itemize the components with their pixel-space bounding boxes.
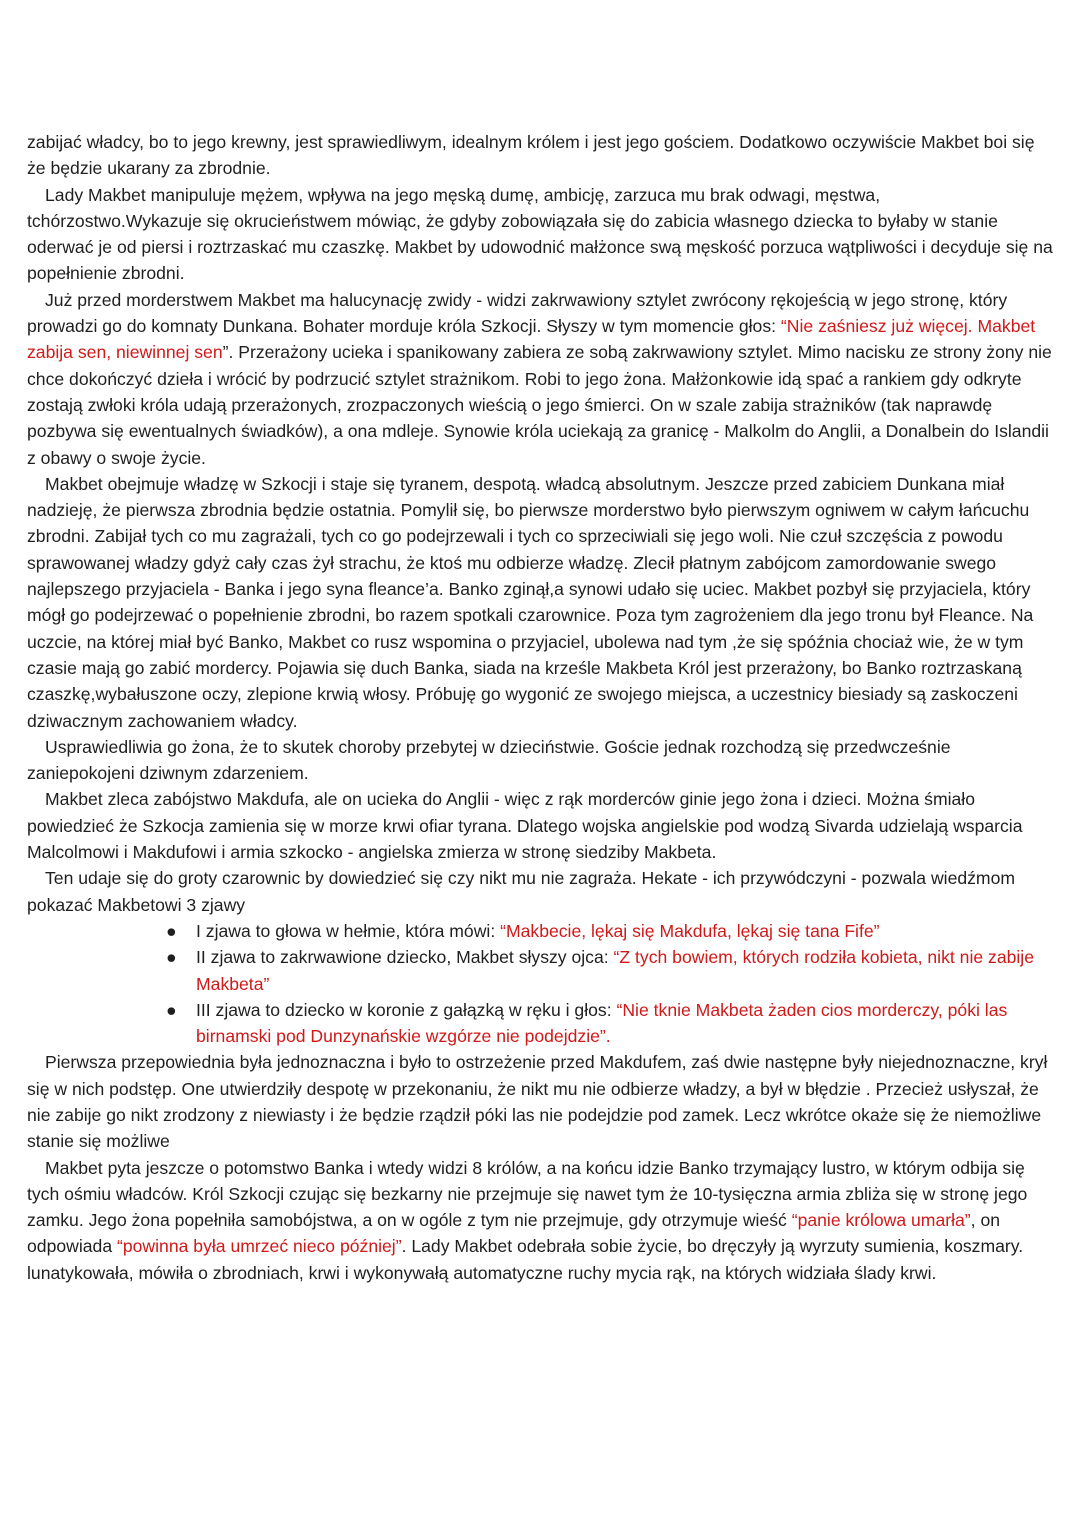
text-run: ”. Przerażony ucieka i spanikowany zabiera ze sobą zakrwawiony sztylet. Mimo nacisku ze strony żony nie chce dokończyć dzieła i wrócić by podrzucić sztylet strażnikom. Robi to jego żona. Małżonkowie idą spać a rankiem gdy odkryte zostają zwłoki króla udają przerażonych, zrozpaczonych wieścią o jego śmierci. On w szale zabija strażników (tak naprawdę pozbywa się ewentualnych świadków), a ona mdleje. Synowie króla uciekają za granicę - Malkolm do Anglii, a Donalbein do Islandii z obawy o swoje życie.: [27, 342, 1052, 468]
text-run: II zjawa to zakrwawione dziecko, Makbet słyszy ojca:: [196, 947, 614, 968]
paragraph: [27, 865, 1057, 918]
vision-list-item: [166, 997, 1057, 1050]
text-run: Lady Makbet manipuluje mężem, wpływa na jego męską dumę, ambicję, zarzuca mu brak odwagi, męstwa, tchórzostwo.Wykazuje się okrucieństwem mówiąc, że gdyby zobowiązała się do zabicia własnego dziecka to byłaby w stanie oderwać je od piersi i roztrzaskać mu czaszkę. Makbet by udowodnić małżonce swą męskość porzuca wątpliwości i decyduje się na popełnienie zbrodni.: [27, 184, 1053, 284]
quote-text: “Z tych bowiem, których rodziła kobieta, nikt nie zabije Makbeta”: [196, 947, 1035, 994]
text-run: Już przed morderstwem Makbet ma halucynację zwidy - widzi zakrwawiony sztylet zwrócony rękojeścią w jego stronę, który prowadzi go do komnaty Dunkana. Bohater morduje króla Szkocji. Słyszy w tym momencie głos:: [27, 289, 1008, 337]
vision-list-item: [166, 918, 1057, 944]
bullet-icon: ●: [166, 947, 177, 968]
body-text-before-list: [27, 129, 1057, 918]
visions-list: [27, 918, 1057, 1049]
body-text-after-list: [27, 1049, 1057, 1286]
paragraph: [27, 287, 1057, 471]
quote-text: “Nie tknie Makbeta żaden cios morderczy, póki las birnamski pod Dunzynańskie wzgórze nie podejdzie”.: [196, 999, 1008, 1047]
text-run: Makbet pyta jeszcze o potomstwo Banka i wtedy widzi 8 królów, a na końcu idzie Banko trzymający lustro, w którym odbija się tych ośmiu władców. Król Szkocji czując się bezkarny nie przejmuje się nawet tym że 10-tysięczna armia zbliża się w stronę jego zamku. Jego żona popełniła samobójstwa, a on w ogóle z tym nie przejmuje, gdy otrzymuje wieść: [27, 1157, 1028, 1231]
paragraph: [27, 182, 1057, 287]
quote-text: “powinna była umrzeć nieco później”: [117, 1236, 402, 1257]
paragraph: [27, 129, 1057, 182]
paragraph: [27, 734, 1057, 787]
paragraph: [27, 786, 1057, 865]
quote-text: “panie królowa umarła”: [791, 1210, 971, 1231]
text-run: Pierwsza przepowiednia była jednoznaczna i było to ostrzeżenie przed Makdufem, zaś dwie następne były niejednoznaczne, krył się w nich podstęp. One utwierdziły despotę w przekonaniu, że nikt mu nie odbierze władzy, a był w błędzie . Przecież usłyszał, że nie zabije go nikt zrodzony z niewiasty i że będzie rządził póki las nie podejdzie pod zamek. Lecz wkrótce okaże się że niemożliwe stanie się możliwe: [27, 1052, 1048, 1152]
bullet-icon: ●: [166, 920, 177, 941]
text-run: zabijać władcy, bo to jego krewny, jest sprawiedliwym, idealnym królem i jest jego gościem. Dodatkowo oczywiście Makbet boi się że będzie ukarany za zbrodnie.: [27, 132, 1035, 179]
paragraph: [27, 1049, 1057, 1154]
paragraph: [27, 1155, 1057, 1286]
quote-text: “Nie zaśniesz już więcej. Makbet zabija sen, niewinnej sen: [27, 316, 1036, 363]
text-run: Ten udaje się do groty czarownic by dowiedzieć się czy nikt mu nie zagraża. Hekate - ich przywódczyni - pozwala wiedźmom pokazać Makbetowi 3 zjawy: [27, 868, 1016, 915]
bullet-icon: ●: [166, 999, 177, 1020]
text-run: Makbet zleca zabójstwo Makdufa, ale on ucieka do Anglii - więc z rąk morderców ginie jego żona i dzieci. Można śmiało powiedzieć że Szkocja zamienia się w morze krwi ofiar tyrana. Dlatego wojska angielskie pod wodzą Sivarda udzielają wsparcia Malcolmowi i Makdufowi i armia szkocko - angielska zmierza w stronę siedziby Makbeta.: [27, 789, 1023, 863]
text-run: Makbet obejmuje władzę w Szkocji i staje się tyranem, despotą. władcą absolutnym. Jeszcze przed zabiciem Dunkana miał nadzieję, że pierwsza zbrodnia będzie ostatnia. Pomylił się, bo pierwsze morderstwo było pierwszym ogniwem w całym łańcuchu zbrodni. Zabijał tych co mu zagrażali, tych co go podejrzewali i tych co sprzeciwiali się jego woli. Nie czuł szczęścia z powodu sprawowanej władzy gdyż cały czas żył strachu, że ktoś mu odbierze władzę. Zlecił płatnym zabójcom zamordowanie swego najlepszego przyjaciela - Banka i jego syna fleance’a. Banko zginął,a synowi udało się uciec. Makbet pozbył się przyjaciela, który mógł go podejrzewać o popełnienie zbrodni, bo razem spotkali czarownice. Poza tym zagrożeniem dla jego tronu był Fleance. Na uczcie, na której miał być Banko, Makbet co rusz wspomina o przyjaciel, ubolewa nad tym ,że się spóźnia chociaż wie, że w tym czasie mają go zabić mordercy. Pojawia się duch Banka, siada na krześle Makbeta Król jest przerażony, bo Banko roztrzaskaną czaszkę,wybałuszone oczy, zlepione krwią włosy. Próbuję go wygonić ze swojego miejsca, a uczestnicy biesiady są zaskoczeni dziwacznym zachowaniem władcy.: [27, 473, 1034, 731]
paragraph: [27, 471, 1057, 734]
vision-list-item: [166, 944, 1057, 997]
quote-text: “Makbecie, lękaj się Makdufa, lękaj się tana Fife”: [500, 920, 880, 941]
text-run: , on odpowiada: [27, 1210, 1001, 1257]
text-run: I zjawa to głowa w hełmie, która mówi:: [196, 920, 501, 941]
text-run: Usprawiedliwia go żona, że to skutek choroby przebytej w dzieciństwie. Goście jednak rozchodzą się przedwcześnie zaniepokojeni dziwnym zdarzeniem.: [27, 736, 951, 784]
text-run: . Lady Makbet odebrała sobie życie, bo dręczyły ją wyrzuty sumienia, koszmary. lunatykowała, mówiła o zbrodniach, krwi i wykonywałą automatyczne ruchy mycia rąk, na których widziała ślady krwi.: [27, 1236, 1024, 1283]
document-page: [27, 129, 1057, 1286]
text-run: III zjawa to dziecko w koronie z gałązką w ręku i głos:: [196, 999, 617, 1020]
